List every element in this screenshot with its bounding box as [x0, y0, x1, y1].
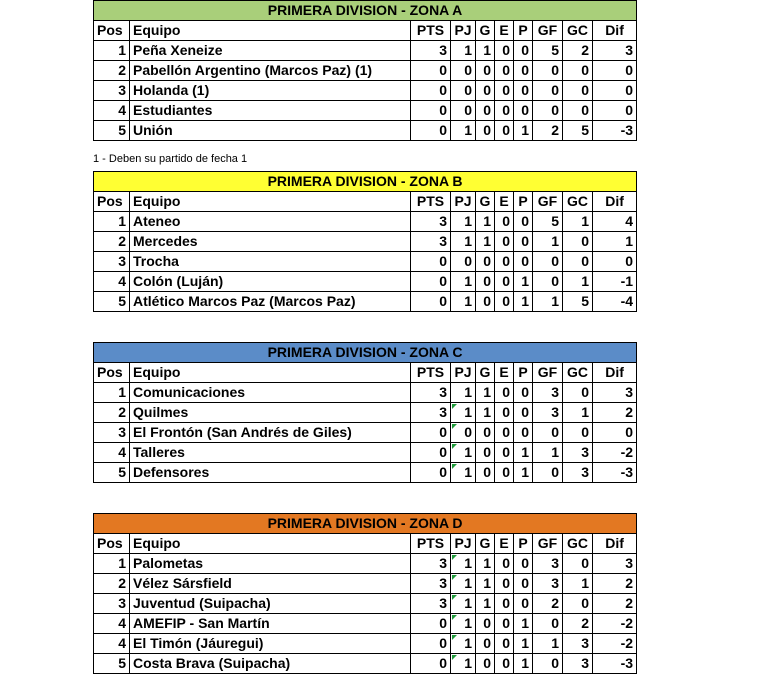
col-header-pos: Pos — [94, 363, 130, 383]
table-row — [94, 61, 637, 81]
cell-g: 1 — [476, 232, 495, 252]
cell-g: 0 — [476, 443, 495, 463]
cell-g: 1 — [476, 574, 495, 594]
cell-gc: 2 — [563, 41, 593, 61]
cell-pj: 1 — [451, 634, 476, 654]
cell-gf: 0 — [533, 423, 563, 443]
col-header-gc: GC — [563, 363, 593, 383]
cell-pos: 3 — [94, 594, 130, 614]
cell-gf: 0 — [533, 654, 563, 674]
cell-gf: 3 — [533, 403, 563, 423]
table-row — [94, 634, 637, 654]
table-row — [94, 101, 637, 121]
cell-gc: 5 — [563, 121, 593, 141]
cell-gf: 3 — [533, 383, 563, 403]
cell-gf: 1 — [533, 443, 563, 463]
col-header-pts: PTS — [411, 363, 451, 383]
cell-g: 0 — [476, 634, 495, 654]
cell-equipo: Palometas — [130, 554, 411, 574]
table-row — [94, 232, 637, 252]
cell-pj: 1 — [451, 554, 476, 574]
cell-equipo: El Frontón (San Andrés de Giles) — [130, 423, 411, 443]
table-row — [94, 574, 637, 594]
cell-e: 0 — [495, 41, 514, 61]
cell-gc: 0 — [563, 423, 593, 443]
cell-pj: 1 — [451, 292, 476, 312]
cell-g: 1 — [476, 554, 495, 574]
cell-dif: 3 — [593, 554, 637, 574]
cell-e: 0 — [495, 61, 514, 81]
cell-pts: 3 — [411, 212, 451, 232]
zone-title: PRIMERA DIVISION - ZONA A — [94, 1, 637, 21]
cell-pos: 2 — [94, 403, 130, 423]
table-row — [94, 463, 637, 483]
cell-p: 1 — [514, 121, 533, 141]
col-header-pts: PTS — [411, 534, 451, 554]
zone-b-table-container — [93, 171, 636, 312]
cell-gf: 0 — [533, 614, 563, 634]
cell-g: 0 — [476, 654, 495, 674]
standings-table-zona-a — [93, 0, 637, 141]
zone-title: PRIMERA DIVISION - ZONA B — [94, 172, 637, 192]
cell-e: 0 — [495, 292, 514, 312]
table-row — [94, 41, 637, 61]
cell-gf: 1 — [533, 634, 563, 654]
header-row — [94, 363, 637, 383]
cell-dif: -3 — [593, 654, 637, 674]
cell-pos: 4 — [94, 101, 130, 121]
cell-e: 0 — [495, 383, 514, 403]
col-header-pts: PTS — [411, 192, 451, 212]
col-header-e: E — [495, 363, 514, 383]
cell-pts: 0 — [411, 443, 451, 463]
cell-pts: 0 — [411, 252, 451, 272]
cell-gf: 0 — [533, 272, 563, 292]
cell-pts: 3 — [411, 232, 451, 252]
col-header-equipo: Equipo — [130, 21, 411, 41]
cell-pj: 1 — [451, 463, 476, 483]
cell-pj: 1 — [451, 594, 476, 614]
col-header-gf: GF — [533, 21, 563, 41]
cell-gc: 1 — [563, 212, 593, 232]
cell-dif: 0 — [593, 81, 637, 101]
cell-p: 0 — [514, 41, 533, 61]
cell-equipo: Pabellón Argentino (Marcos Paz) (1) — [130, 61, 411, 81]
cell-pts: 0 — [411, 423, 451, 443]
col-header-g: G — [476, 534, 495, 554]
cell-equipo: Peña Xeneize — [130, 41, 411, 61]
table-row — [94, 654, 637, 674]
footnote: 1 - Deben su partido de fecha 1 — [93, 153, 248, 165]
col-header-gf: GF — [533, 534, 563, 554]
cell-gf: 0 — [533, 81, 563, 101]
cell-pj: 1 — [451, 654, 476, 674]
cell-dif: 4 — [593, 212, 637, 232]
cell-gc: 0 — [563, 61, 593, 81]
cell-gf: 0 — [533, 61, 563, 81]
cell-pts: 3 — [411, 41, 451, 61]
cell-pj: 0 — [451, 101, 476, 121]
col-header-g: G — [476, 21, 495, 41]
cell-gf: 0 — [533, 463, 563, 483]
cell-g: 0 — [476, 121, 495, 141]
cell-dif: -2 — [593, 614, 637, 634]
cell-g: 0 — [476, 61, 495, 81]
col-header-equipo: Equipo — [130, 534, 411, 554]
cell-e: 0 — [495, 212, 514, 232]
cell-g: 1 — [476, 212, 495, 232]
col-header-pj: PJ — [451, 363, 476, 383]
cell-e: 0 — [495, 634, 514, 654]
table-row — [94, 81, 637, 101]
col-header-equipo: Equipo — [130, 192, 411, 212]
cell-g: 0 — [476, 81, 495, 101]
cell-pos: 1 — [94, 554, 130, 574]
col-header-gc: GC — [563, 192, 593, 212]
header-row — [94, 534, 637, 554]
cell-gc: 3 — [563, 443, 593, 463]
cell-p: 1 — [514, 443, 533, 463]
cell-e: 0 — [495, 554, 514, 574]
cell-e: 0 — [495, 594, 514, 614]
cell-p: 0 — [514, 81, 533, 101]
cell-pj: 1 — [451, 272, 476, 292]
col-header-pj: PJ — [451, 21, 476, 41]
cell-p: 1 — [514, 272, 533, 292]
cell-pts: 0 — [411, 61, 451, 81]
col-header-pos: Pos — [94, 21, 130, 41]
cell-pos: 4 — [94, 272, 130, 292]
cell-dif: 2 — [593, 403, 637, 423]
cell-g: 0 — [476, 252, 495, 272]
cell-gc: 3 — [563, 634, 593, 654]
cell-equipo: Unión — [130, 121, 411, 141]
cell-dif: 0 — [593, 61, 637, 81]
table-row — [94, 121, 637, 141]
col-header-equipo: Equipo — [130, 363, 411, 383]
header-row — [94, 21, 637, 41]
cell-gc: 0 — [563, 383, 593, 403]
cell-g: 0 — [476, 423, 495, 443]
cell-pj: 1 — [451, 383, 476, 403]
col-header-gc: GC — [563, 534, 593, 554]
cell-pj: 1 — [451, 443, 476, 463]
cell-e: 0 — [495, 252, 514, 272]
table-row — [94, 554, 637, 574]
cell-dif: -4 — [593, 292, 637, 312]
cell-e: 0 — [495, 272, 514, 292]
header-row — [94, 192, 637, 212]
cell-p: 0 — [514, 61, 533, 81]
cell-pj: 1 — [451, 121, 476, 141]
cell-pts: 0 — [411, 463, 451, 483]
cell-pos: 4 — [94, 614, 130, 634]
cell-gf: 0 — [533, 101, 563, 121]
cell-gc: 5 — [563, 292, 593, 312]
cell-p: 0 — [514, 212, 533, 232]
cell-equipo: Talleres — [130, 443, 411, 463]
cell-dif: -3 — [593, 463, 637, 483]
table-row — [94, 403, 637, 423]
cell-gc: 0 — [563, 81, 593, 101]
cell-dif: 2 — [593, 574, 637, 594]
cell-pj: 1 — [451, 614, 476, 634]
cell-p: 0 — [514, 574, 533, 594]
cell-p: 0 — [514, 232, 533, 252]
cell-pts: 3 — [411, 403, 451, 423]
table-row — [94, 594, 637, 614]
cell-pts: 0 — [411, 101, 451, 121]
cell-g: 0 — [476, 101, 495, 121]
zone-title: PRIMERA DIVISION - ZONA C — [94, 343, 637, 363]
cell-equipo: Quilmes — [130, 403, 411, 423]
cell-pos: 2 — [94, 574, 130, 594]
cell-dif: 0 — [593, 101, 637, 121]
cell-dif: -2 — [593, 634, 637, 654]
standings-table-zona-d — [93, 513, 637, 674]
table-row — [94, 423, 637, 443]
cell-gf: 5 — [533, 212, 563, 232]
cell-pj: 0 — [451, 423, 476, 443]
zone-d-table-container — [93, 513, 636, 674]
cell-equipo: Juventud (Suipacha) — [130, 594, 411, 614]
cell-pos: 1 — [94, 212, 130, 232]
col-header-dif: Dif — [593, 534, 637, 554]
cell-p: 0 — [514, 554, 533, 574]
cell-pts: 0 — [411, 81, 451, 101]
cell-gf: 1 — [533, 232, 563, 252]
cell-pts: 0 — [411, 121, 451, 141]
cell-g: 0 — [476, 614, 495, 634]
cell-pos: 2 — [94, 232, 130, 252]
cell-g: 1 — [476, 403, 495, 423]
cell-pj: 1 — [451, 403, 476, 423]
cell-gc: 3 — [563, 654, 593, 674]
cell-p: 1 — [514, 614, 533, 634]
cell-gc: 0 — [563, 232, 593, 252]
cell-dif: 0 — [593, 252, 637, 272]
cell-e: 0 — [495, 654, 514, 674]
cell-gc: 0 — [563, 101, 593, 121]
cell-pos: 5 — [94, 463, 130, 483]
cell-equipo: Costa Brava (Suipacha) — [130, 654, 411, 674]
cell-pos: 1 — [94, 383, 130, 403]
col-header-p: P — [514, 192, 533, 212]
table-row — [94, 292, 637, 312]
cell-pos: 4 — [94, 443, 130, 463]
table-row — [94, 383, 637, 403]
cell-p: 0 — [514, 423, 533, 443]
cell-equipo: Mercedes — [130, 232, 411, 252]
col-header-e: E — [495, 192, 514, 212]
cell-gf: 2 — [533, 594, 563, 614]
cell-dif: 3 — [593, 41, 637, 61]
cell-gf: 0 — [533, 252, 563, 272]
cell-equipo: Vélez Sársfield — [130, 574, 411, 594]
col-header-gc: GC — [563, 21, 593, 41]
cell-g: 0 — [476, 292, 495, 312]
table-row — [94, 614, 637, 634]
cell-pts: 3 — [411, 594, 451, 614]
cell-gc: 1 — [563, 403, 593, 423]
col-header-g: G — [476, 363, 495, 383]
cell-pj: 0 — [451, 61, 476, 81]
cell-pts: 0 — [411, 272, 451, 292]
cell-e: 0 — [495, 403, 514, 423]
col-header-dif: Dif — [593, 192, 637, 212]
col-header-pts: PTS — [411, 21, 451, 41]
col-header-pos: Pos — [94, 534, 130, 554]
cell-pj: 0 — [451, 81, 476, 101]
cell-pos: 3 — [94, 252, 130, 272]
cell-pts: 0 — [411, 292, 451, 312]
cell-dif: 2 — [593, 594, 637, 614]
col-header-pos: Pos — [94, 192, 130, 212]
col-header-dif: Dif — [593, 21, 637, 41]
cell-gf: 2 — [533, 121, 563, 141]
cell-equipo: El Timón (Jáuregui) — [130, 634, 411, 654]
cell-e: 0 — [495, 574, 514, 594]
cell-e: 0 — [495, 463, 514, 483]
col-header-e: E — [495, 21, 514, 41]
cell-dif: -3 — [593, 121, 637, 141]
cell-equipo: Atlético Marcos Paz (Marcos Paz) — [130, 292, 411, 312]
zone-a-table-container — [93, 0, 636, 141]
cell-p: 0 — [514, 252, 533, 272]
cell-dif: -1 — [593, 272, 637, 292]
cell-pts: 0 — [411, 634, 451, 654]
col-header-dif: Dif — [593, 363, 637, 383]
col-header-gf: GF — [533, 363, 563, 383]
cell-p: 0 — [514, 594, 533, 614]
cell-pos: 5 — [94, 121, 130, 141]
cell-p: 1 — [514, 292, 533, 312]
cell-gc: 3 — [563, 463, 593, 483]
cell-gc: 1 — [563, 574, 593, 594]
table-row — [94, 212, 637, 232]
cell-equipo: Colón (Luján) — [130, 272, 411, 292]
cell-gc: 2 — [563, 614, 593, 634]
col-header-pj: PJ — [451, 192, 476, 212]
cell-p: 0 — [514, 403, 533, 423]
cell-dif: 0 — [593, 423, 637, 443]
col-header-gf: GF — [533, 192, 563, 212]
cell-pos: 2 — [94, 61, 130, 81]
cell-gc: 0 — [563, 554, 593, 574]
cell-gf: 5 — [533, 41, 563, 61]
col-header-p: P — [514, 21, 533, 41]
cell-pts: 0 — [411, 654, 451, 674]
cell-e: 0 — [495, 443, 514, 463]
cell-gf: 3 — [533, 554, 563, 574]
cell-e: 0 — [495, 81, 514, 101]
cell-g: 1 — [476, 383, 495, 403]
cell-equipo: Trocha — [130, 252, 411, 272]
cell-pos: 1 — [94, 41, 130, 61]
cell-e: 0 — [495, 423, 514, 443]
cell-pos: 3 — [94, 81, 130, 101]
table-row — [94, 443, 637, 463]
standings-table-zona-c — [93, 342, 637, 483]
cell-g: 0 — [476, 272, 495, 292]
cell-dif: 1 — [593, 232, 637, 252]
cell-gf: 1 — [533, 292, 563, 312]
cell-gc: 0 — [563, 252, 593, 272]
col-header-e: E — [495, 534, 514, 554]
cell-g: 1 — [476, 41, 495, 61]
cell-dif: 3 — [593, 383, 637, 403]
cell-pos: 4 — [94, 634, 130, 654]
cell-pts: 3 — [411, 383, 451, 403]
col-header-p: P — [514, 363, 533, 383]
cell-pj: 1 — [451, 232, 476, 252]
cell-pts: 0 — [411, 614, 451, 634]
cell-pos: 5 — [94, 292, 130, 312]
cell-equipo: Comunicaciones — [130, 383, 411, 403]
table-row — [94, 272, 637, 292]
cell-dif: -2 — [593, 443, 637, 463]
cell-gf: 3 — [533, 574, 563, 594]
cell-pos: 3 — [94, 423, 130, 443]
cell-equipo: AMEFIP - San Martín — [130, 614, 411, 634]
cell-p: 0 — [514, 383, 533, 403]
cell-gc: 0 — [563, 594, 593, 614]
cell-p: 1 — [514, 634, 533, 654]
cell-equipo: Defensores — [130, 463, 411, 483]
cell-equipo: Estudiantes — [130, 101, 411, 121]
cell-pj: 1 — [451, 212, 476, 232]
cell-pj: 1 — [451, 574, 476, 594]
cell-pts: 3 — [411, 574, 451, 594]
col-header-p: P — [514, 534, 533, 554]
cell-e: 0 — [495, 232, 514, 252]
cell-equipo: Holanda (1) — [130, 81, 411, 101]
cell-e: 0 — [495, 121, 514, 141]
cell-p: 1 — [514, 654, 533, 674]
cell-gc: 1 — [563, 272, 593, 292]
cell-g: 0 — [476, 463, 495, 483]
cell-g: 1 — [476, 594, 495, 614]
cell-p: 1 — [514, 463, 533, 483]
cell-p: 0 — [514, 101, 533, 121]
zone-title: PRIMERA DIVISION - ZONA D — [94, 514, 637, 534]
zone-c-table-container — [93, 342, 636, 483]
col-header-g: G — [476, 192, 495, 212]
col-header-pj: PJ — [451, 534, 476, 554]
standings-table-zona-b — [93, 171, 637, 312]
cell-pj: 1 — [451, 41, 476, 61]
cell-e: 0 — [495, 101, 514, 121]
cell-e: 0 — [495, 614, 514, 634]
cell-pts: 3 — [411, 554, 451, 574]
cell-pj: 0 — [451, 252, 476, 272]
cell-pos: 5 — [94, 654, 130, 674]
cell-equipo: Ateneo — [130, 212, 411, 232]
table-row — [94, 252, 637, 272]
